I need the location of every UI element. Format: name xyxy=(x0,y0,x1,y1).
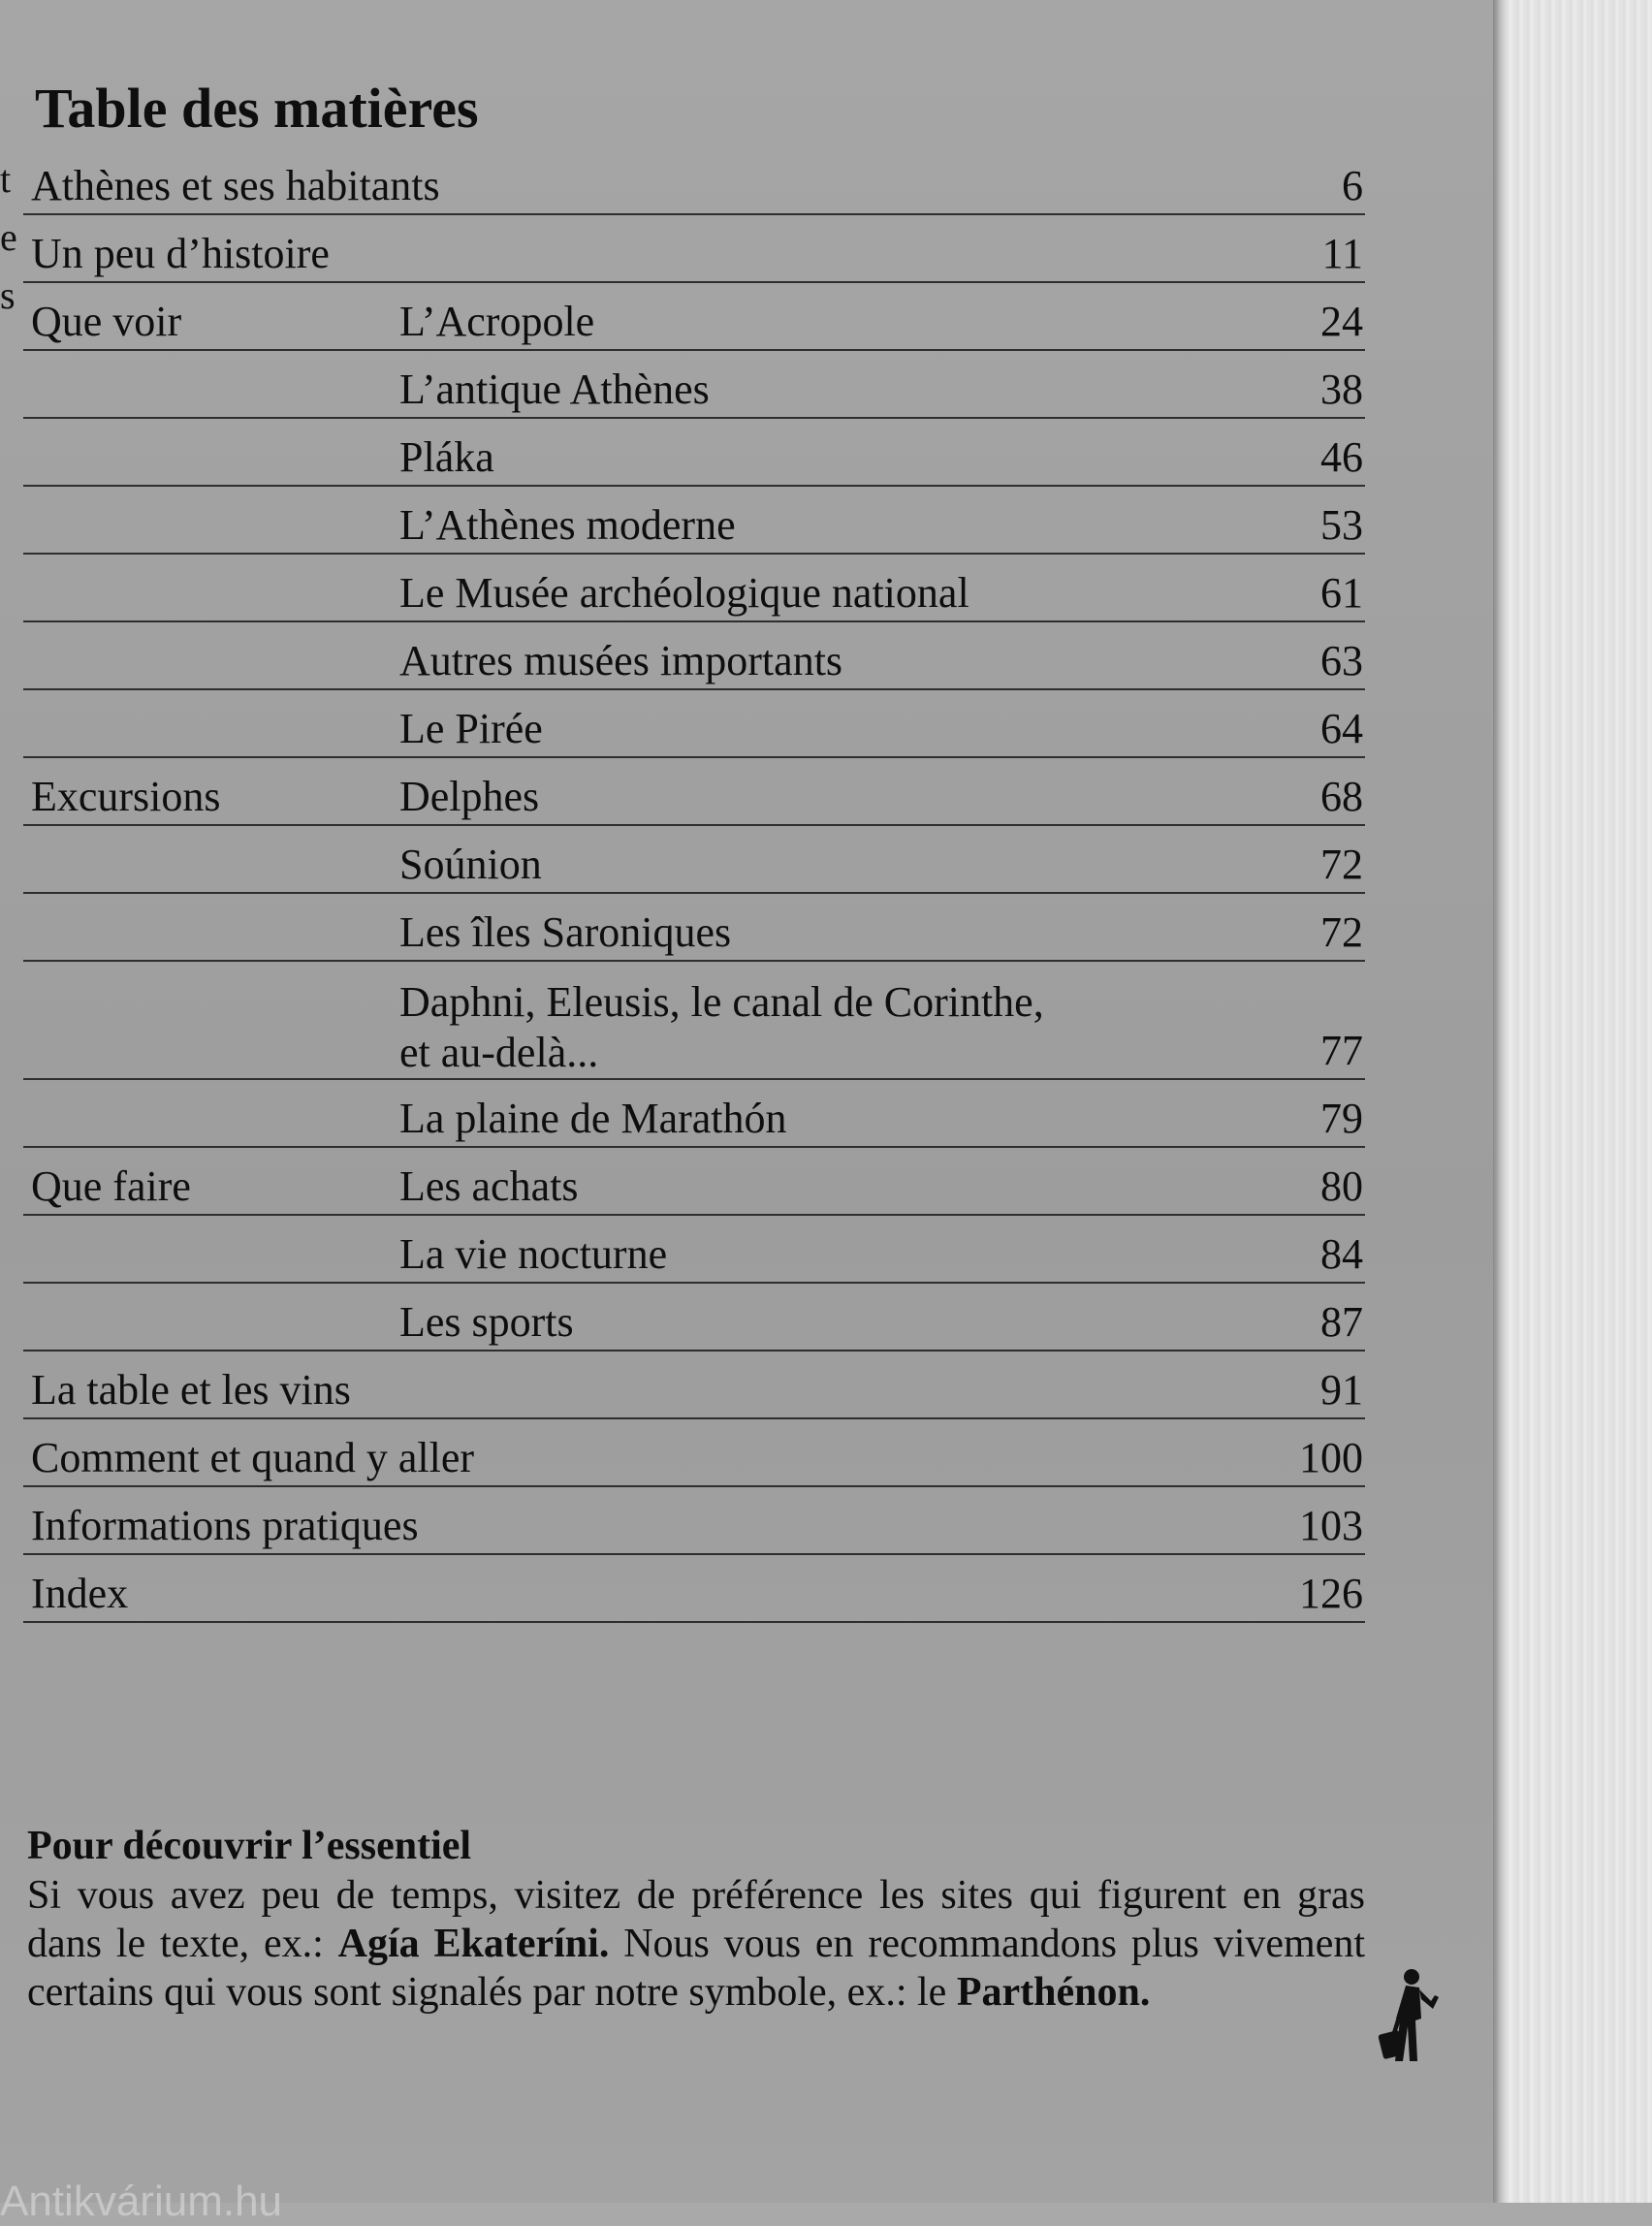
toc-topic: Delphes xyxy=(399,773,540,820)
toc-topic-line: Daphni, Eleusis, le canal de Corinthe, xyxy=(399,978,1044,1026)
toc-row xyxy=(23,1216,1365,1284)
toc-row xyxy=(23,419,1365,487)
toc-topic: Les achats xyxy=(399,1162,579,1210)
toc-row xyxy=(23,1148,1365,1216)
toc-section: Excursions xyxy=(31,773,221,820)
toc-topic: Soúnion xyxy=(399,841,542,888)
toc-topic: Le Pirée xyxy=(399,705,543,752)
essentials-example-bold: Agía Ekateríni. xyxy=(337,1922,610,1966)
toc-page-number: 53 xyxy=(1320,501,1363,549)
toc-row xyxy=(23,622,1365,690)
essentials-text-part: Nous vous en recommandons plus vivement certains qui vous sont signalés par notre symbole, ex.: le xyxy=(27,1922,1366,2015)
toc-section: La table et les vins xyxy=(31,1366,351,1414)
toc-topic: La vie nocturne xyxy=(399,1230,668,1278)
toc-page-number: 68 xyxy=(1320,773,1363,820)
toc-page-number: 46 xyxy=(1320,433,1363,481)
page-title: Table des matières xyxy=(35,77,479,140)
toc-page-number: 11 xyxy=(1321,230,1363,277)
toc-topic: L’Acropole xyxy=(399,298,595,345)
toc-row xyxy=(23,351,1365,419)
toc-section: Index xyxy=(31,1570,129,1617)
toc-page-number: 63 xyxy=(1320,637,1363,684)
toc-page-number: 24 xyxy=(1320,298,1363,345)
toc-page-number: 6 xyxy=(1342,162,1363,209)
toc-row xyxy=(23,1352,1365,1419)
toc-page-number: 38 xyxy=(1320,366,1363,413)
toc-topic: Les sports xyxy=(399,1298,574,1346)
toc-page-number: 100 xyxy=(1299,1434,1363,1481)
essentials-text xyxy=(27,1871,1365,2017)
toc-page-number: 103 xyxy=(1299,1502,1363,1549)
toc-row xyxy=(23,555,1365,622)
toc-row xyxy=(23,1487,1365,1555)
toc-row xyxy=(23,962,1365,1080)
toc-row xyxy=(23,758,1365,826)
toc-page-number: 80 xyxy=(1320,1162,1363,1210)
toc-row xyxy=(23,215,1365,283)
toc-row xyxy=(23,826,1365,894)
toc-topic: L’Athènes moderne xyxy=(399,501,736,549)
toc-row xyxy=(23,1419,1365,1487)
toc-topic-line: et au-delà... xyxy=(399,1029,599,1076)
toc-topic: Autres musées importants xyxy=(399,637,843,684)
walking-traveler-icon xyxy=(1377,1968,1439,2067)
essentials-text-part: Si vous avez peu de temps, visitez de préférence les sites qui figurent en gras dans le texte, ex.: xyxy=(27,1873,1365,1966)
toc-page-number: 77 xyxy=(1320,1027,1363,1074)
toc-page-number: 72 xyxy=(1320,841,1363,888)
toc-page-number: 84 xyxy=(1320,1230,1363,1278)
toc-topic: Pláka xyxy=(399,433,494,481)
toc-section: Que faire xyxy=(31,1162,191,1210)
toc-section: Athènes et ses habitants xyxy=(31,162,440,209)
toc-section: Comment et quand y aller xyxy=(31,1434,474,1481)
essentials-heading: Pour découvrir l’essentiel xyxy=(27,1824,472,1868)
toc-page-number: 79 xyxy=(1320,1095,1363,1142)
toc-topic: L’antique Athènes xyxy=(399,366,710,413)
toc-topic: La plaine de Marathón xyxy=(399,1095,787,1142)
toc-row xyxy=(23,487,1365,555)
toc-row xyxy=(23,894,1365,962)
toc-page-number: 126 xyxy=(1299,1570,1363,1617)
toc-topic xyxy=(399,977,1044,1078)
toc-page-number: 72 xyxy=(1320,908,1363,956)
table-of-contents xyxy=(23,147,1365,1623)
watermark: Antikvárium.hu xyxy=(0,2178,283,2225)
toc-section: Un peu d’histoire xyxy=(31,230,330,277)
toc-page-number: 64 xyxy=(1320,705,1363,752)
toc-row xyxy=(23,1555,1365,1623)
toc-page-number: 61 xyxy=(1320,569,1363,617)
toc-page-number: 91 xyxy=(1320,1366,1363,1414)
facing-page-edge xyxy=(1493,0,1652,2203)
toc-row xyxy=(23,1284,1365,1352)
essentials-example-bold: Parthénon. xyxy=(956,1970,1151,2015)
essentials-note xyxy=(27,1821,1365,2017)
toc-page-number: 87 xyxy=(1320,1298,1363,1346)
toc-row xyxy=(23,690,1365,758)
toc-topic: Le Musée archéologique national xyxy=(399,569,969,617)
toc-row xyxy=(23,1080,1365,1148)
toc-section: Informations pratiques xyxy=(31,1502,419,1549)
toc-section: Que voir xyxy=(31,298,182,345)
toc-row xyxy=(23,283,1365,351)
toc-row xyxy=(23,147,1365,215)
left-margin-fragment: t e s xyxy=(0,157,17,317)
toc-topic: Les îles Saroniques xyxy=(399,908,732,956)
